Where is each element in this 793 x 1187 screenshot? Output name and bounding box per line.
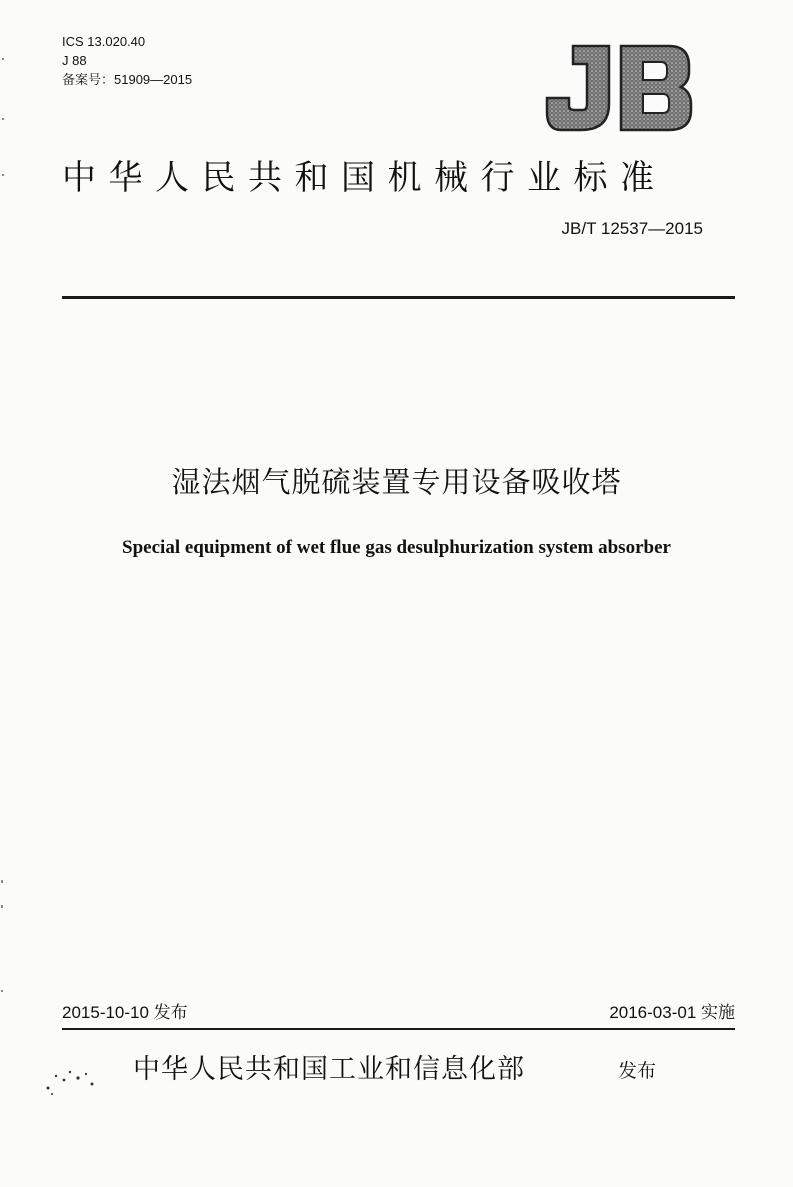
industry-standard-title: 中华人民共和国机械行业标准 — [62, 158, 667, 198]
ccs-code: J 88 — [62, 53, 87, 68]
issuing-authority: 中华人民共和国工业和信息化部 — [133, 1054, 525, 1085]
jb-logo — [543, 42, 695, 134]
ics-code: ICS 13.020.40 — [62, 34, 146, 49]
document-title-english: Special equipment of wet flue gas desulphurization system absorber — [122, 537, 671, 558]
document-title-chinese: 湿法烟气脱硫装置专用设备吸收塔 — [171, 465, 622, 499]
issuer-published-label: 发布 — [618, 1060, 657, 1082]
bottom-divider — [62, 1028, 735, 1030]
record-number: 备案号：51909—2015 — [62, 72, 193, 87]
implementation-date: 2016-03-01 实施 — [609, 1003, 735, 1022]
emblem-specks — [40, 1062, 110, 1102]
standard-number: JB/T 12537—2015 — [561, 219, 703, 238]
scan-edge-marks — [0, 0, 10, 1187]
top-divider — [62, 296, 735, 299]
issue-date: 2015-10-10 发布 — [62, 1003, 188, 1022]
